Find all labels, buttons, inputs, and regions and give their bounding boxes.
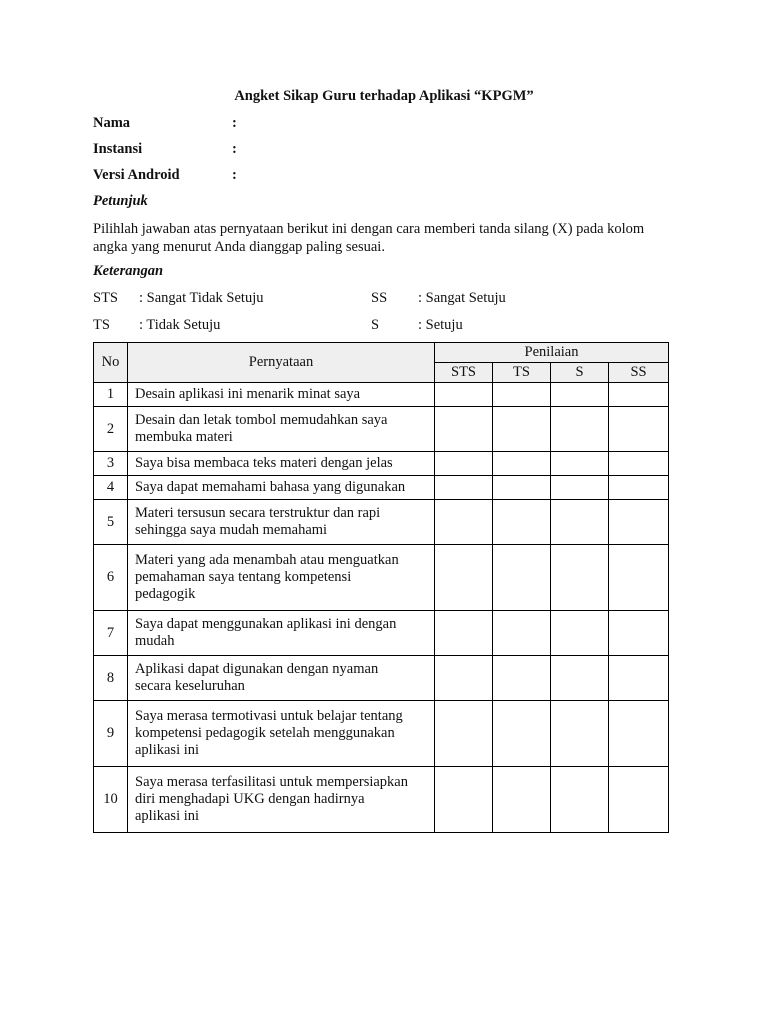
rating-cell-ts[interactable] xyxy=(493,383,551,407)
rating-cell-s[interactable] xyxy=(551,452,609,476)
rating-cell-ss[interactable] xyxy=(609,383,669,407)
row-statement xyxy=(128,767,435,833)
rating-cell-s[interactable] xyxy=(551,407,609,452)
rating-cell-s[interactable] xyxy=(551,500,609,545)
rating-cell-ts[interactable] xyxy=(493,407,551,452)
field-colon-versi-android: : xyxy=(232,167,237,183)
rating-cell-s[interactable] xyxy=(551,383,609,407)
row-statement xyxy=(128,611,435,656)
legend-code-sts: STS xyxy=(93,290,118,306)
statement-line: Saya dapat memahami bahasa yang digunakan xyxy=(135,479,406,495)
rating-cell-sts[interactable] xyxy=(435,611,493,656)
rating-cell-ts[interactable] xyxy=(493,500,551,545)
table-row xyxy=(94,545,669,611)
statement-line: diri menghadapi UKG dengan hadirnya xyxy=(135,791,365,807)
statement-line: pemahaman saya tentang kompetensi xyxy=(135,569,352,585)
row-number: 3 xyxy=(94,452,128,476)
statement-line: pedagogik xyxy=(135,586,196,602)
field-label-instansi: Instansi xyxy=(93,141,143,157)
rating-cell-sts[interactable] xyxy=(435,656,493,701)
legend-code-ss: SS xyxy=(371,290,388,306)
legend-desc-sts: : Sangat Tidak Setuju xyxy=(139,290,264,306)
rating-cell-ts[interactable] xyxy=(493,767,551,833)
table-row xyxy=(94,767,669,833)
rating-cell-sts[interactable] xyxy=(435,383,493,407)
statement-line: kompetensi pedagogik setelah menggunakan xyxy=(135,725,395,741)
field-colon-instansi: : xyxy=(232,141,237,157)
field-label-nama: Nama xyxy=(93,115,131,131)
row-statement xyxy=(128,452,435,476)
rating-cell-ss[interactable] xyxy=(609,545,669,611)
row-number: 9 xyxy=(94,701,128,767)
statement-line: Saya merasa termotivasi untuk belajar tentang xyxy=(135,708,403,724)
rating-cell-ss[interactable] xyxy=(609,767,669,833)
table-row xyxy=(94,701,669,767)
petunjuk-heading: Petunjuk xyxy=(93,193,148,209)
rating-cell-sts[interactable] xyxy=(435,500,493,545)
table-row xyxy=(94,383,669,407)
rating-cell-sts[interactable] xyxy=(435,407,493,452)
rating-cell-ts[interactable] xyxy=(493,476,551,500)
row-number: 4 xyxy=(94,476,128,500)
table-row xyxy=(94,407,669,452)
statement-line: Saya bisa membaca teks materi dengan jelas xyxy=(135,455,393,471)
header-no: No xyxy=(94,343,128,383)
rating-cell-ss[interactable] xyxy=(609,500,669,545)
rating-cell-ss[interactable] xyxy=(609,407,669,452)
legend-desc-ss: : Sangat Setuju xyxy=(418,290,506,306)
row-number: 8 xyxy=(94,656,128,701)
document-title: Angket Sikap Guru terhadap Aplikasi “KPGM” xyxy=(234,88,534,104)
statement-line: Materi yang ada menambah atau menguatkan xyxy=(135,552,399,568)
rating-cell-s[interactable] xyxy=(551,611,609,656)
statement-line: membuka materi xyxy=(135,429,233,445)
keterangan-heading: Keterangan xyxy=(93,263,164,279)
header-rating-s: S xyxy=(551,363,609,383)
rating-cell-sts[interactable] xyxy=(435,545,493,611)
rating-cell-ts[interactable] xyxy=(493,545,551,611)
table-row xyxy=(94,452,669,476)
rating-cell-s[interactable] xyxy=(551,545,609,611)
rating-cell-ts[interactable] xyxy=(493,656,551,701)
statement-line: Desain dan letak tombol memudahkan saya xyxy=(135,412,388,428)
statement-line: aplikasi ini xyxy=(135,808,200,824)
rating-cell-sts[interactable] xyxy=(435,701,493,767)
row-statement xyxy=(128,656,435,701)
legend-code-s: S xyxy=(371,317,380,333)
table-row xyxy=(94,500,669,545)
row-statement xyxy=(128,407,435,452)
row-number: 2 xyxy=(94,407,128,452)
rating-cell-sts[interactable] xyxy=(435,452,493,476)
row-number: 7 xyxy=(94,611,128,656)
field-colon-nama: : xyxy=(232,115,237,131)
statement-line: aplikasi ini xyxy=(135,742,200,758)
row-number: 1 xyxy=(94,383,128,407)
statement-line: Materi tersusun secara terstruktur dan rapi xyxy=(135,505,381,521)
table-row xyxy=(94,611,669,656)
statement-line: Desain aplikasi ini menarik minat saya xyxy=(135,386,361,402)
rating-cell-s[interactable] xyxy=(551,476,609,500)
header-rating-ss: SS xyxy=(609,363,669,383)
row-statement xyxy=(128,500,435,545)
statement-line: mudah xyxy=(135,633,175,649)
table-row xyxy=(94,656,669,701)
rating-cell-ss[interactable] xyxy=(609,656,669,701)
header-penilaian: Penilaian xyxy=(435,343,669,363)
row-statement xyxy=(128,701,435,767)
rating-cell-s[interactable] xyxy=(551,701,609,767)
rating-table xyxy=(93,342,669,833)
legend-desc-ts: : Tidak Setuju xyxy=(139,317,221,333)
legend-code-ts: TS xyxy=(93,317,110,333)
row-number: 10 xyxy=(94,767,128,833)
row-number: 6 xyxy=(94,545,128,611)
petunjuk-text: Pilihlah jawaban atas pernyataan berikut ini dengan cara memberi tanda silang (X) pada kolom angka yang menurut Anda dianggap paling sesuai. xyxy=(93,221,645,255)
row-statement xyxy=(128,383,435,407)
statement-line: Saya dapat menggunakan aplikasi ini dengan xyxy=(135,616,397,632)
legend-desc-s: : Setuju xyxy=(418,317,463,333)
rating-cell-s[interactable] xyxy=(551,767,609,833)
statement-line: Saya merasa terfasilitasi untuk mempersiapkan xyxy=(135,774,408,790)
header-pernyataan: Pernyataan xyxy=(128,343,435,383)
rating-cell-sts[interactable] xyxy=(435,767,493,833)
row-statement xyxy=(128,476,435,500)
rating-cell-s[interactable] xyxy=(551,656,609,701)
rating-cell-ss[interactable] xyxy=(609,452,669,476)
rating-cell-ss[interactable] xyxy=(609,701,669,767)
row-statement xyxy=(128,545,435,611)
rating-cell-ss[interactable] xyxy=(609,611,669,656)
rating-cell-sts[interactable] xyxy=(435,476,493,500)
statement-line: secara keseluruhan xyxy=(135,678,245,694)
rating-cell-ts[interactable] xyxy=(493,452,551,476)
rating-cell-ts[interactable] xyxy=(493,701,551,767)
header-rating-ts: TS xyxy=(493,363,551,383)
statement-line: sehingga saya mudah memahami xyxy=(135,522,328,538)
rating-cell-ts[interactable] xyxy=(493,611,551,656)
row-number: 5 xyxy=(94,500,128,545)
statement-line: Aplikasi dapat digunakan dengan nyaman xyxy=(135,661,379,677)
rating-cell-ss[interactable] xyxy=(609,476,669,500)
table-row xyxy=(94,476,669,500)
header-rating-sts: STS xyxy=(435,363,493,383)
field-label-versi-android: Versi Android xyxy=(93,167,180,183)
